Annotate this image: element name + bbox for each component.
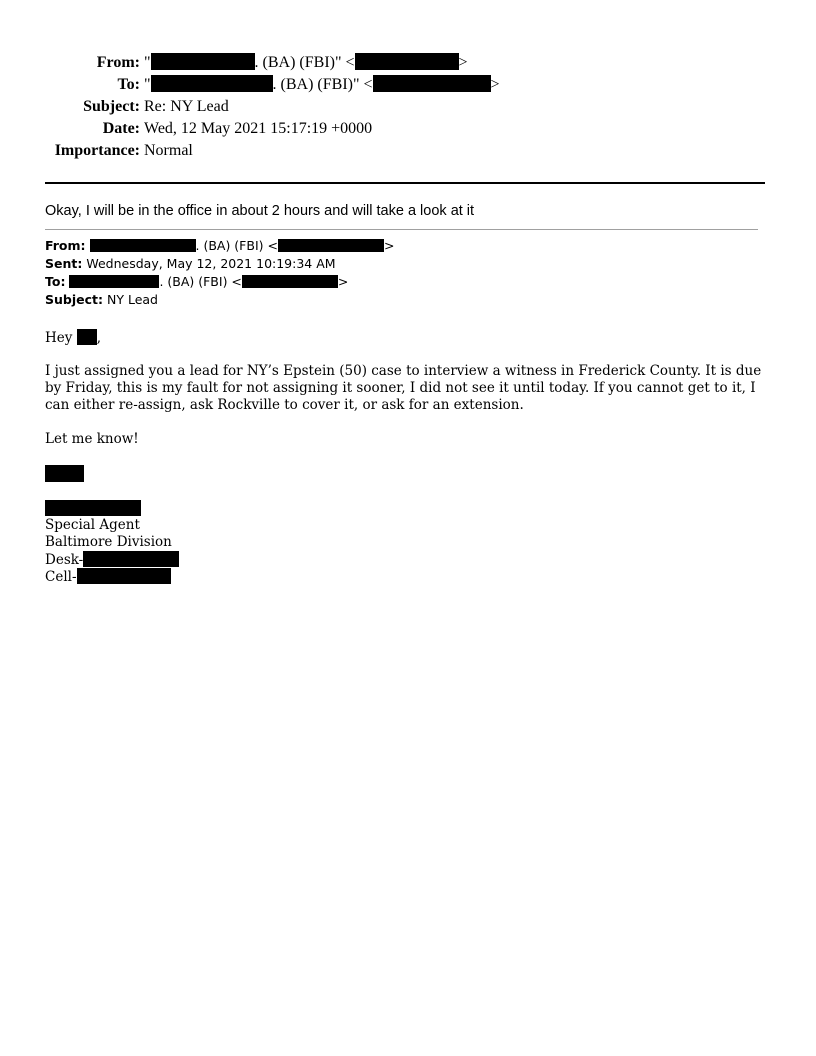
signature-division: Baltimore Division xyxy=(45,534,172,550)
quoted-subject-value: NY Lead xyxy=(106,292,158,307)
quoted-sent-value: Wednesday, May 12, 2021 10:19:34 AM xyxy=(86,256,336,271)
subject-value: Re: NY Lead xyxy=(144,98,229,115)
redaction-quoted-to-email xyxy=(242,275,338,288)
to-label: To: xyxy=(117,76,140,93)
redaction-quoted-to-name xyxy=(69,275,159,288)
to-row: To: " . (BA) (FBI)" < > xyxy=(0,74,760,96)
from-row: From: " . (BA) (FBI)" < > xyxy=(0,52,760,74)
signature-title: Special Agent xyxy=(45,517,140,533)
subject-row xyxy=(0,96,760,118)
importance-value: Normal xyxy=(144,142,193,159)
signature-cell: Cell- xyxy=(45,568,179,585)
reply-text: Okay, I will be in the office in about 2 hours and will take a look at it xyxy=(45,203,475,219)
redaction-from-email xyxy=(355,53,459,70)
signature-desk: Desk- xyxy=(45,551,179,568)
quoted-subject-row xyxy=(45,291,394,309)
date-label: Date: xyxy=(102,120,140,137)
importance-label: Importance: xyxy=(54,142,140,159)
closing-line: Let me know! xyxy=(45,431,139,447)
redaction-from-name xyxy=(151,53,255,70)
redaction-signature-short xyxy=(45,465,84,484)
quoted-subject-label: Subject: xyxy=(45,292,103,307)
redaction-cell-number xyxy=(77,568,171,584)
signature-block xyxy=(45,517,179,585)
redaction-quoted-from-name xyxy=(90,239,196,252)
redaction-to-name xyxy=(151,75,273,92)
quoted-sent-label: Sent: xyxy=(45,256,83,271)
from-label: From: xyxy=(96,54,140,71)
body-paragraph: I just assigned you a lead for NY’s Epstein (50) case to interview a witness in Frederick County. It is due by Friday, this is my fault for not assigning it sooner, I did not see it until today. If you cannot get to it, I can either re-assign, ask Rockville to cover it, or ask for an extension. xyxy=(45,363,762,413)
redaction-recipient-name xyxy=(77,329,97,345)
quote-divider xyxy=(45,229,758,230)
redaction-desk-number xyxy=(83,551,179,567)
quoted-from-label: From: xyxy=(45,238,86,253)
quoted-to-row: To: . (BA) (FBI) < > xyxy=(45,274,349,289)
importance-row xyxy=(0,140,760,162)
subject-label: Subject: xyxy=(83,98,140,115)
header-divider xyxy=(45,182,765,184)
greeting: Hey , xyxy=(45,330,101,346)
quoted-to-label: To: xyxy=(45,274,66,289)
redaction-quoted-from-email xyxy=(278,239,384,252)
date-row xyxy=(0,118,760,140)
quoted-from-row: From: . (BA) (FBI) < > xyxy=(45,238,395,253)
email-header xyxy=(0,52,760,162)
quoted-sent-row xyxy=(45,255,394,273)
redaction-signature-name xyxy=(45,500,141,518)
quoted-header xyxy=(45,237,394,309)
date-value: Wed, 12 May 2021 15:17:19 +0000 xyxy=(144,120,373,137)
redaction-to-email xyxy=(373,75,491,92)
